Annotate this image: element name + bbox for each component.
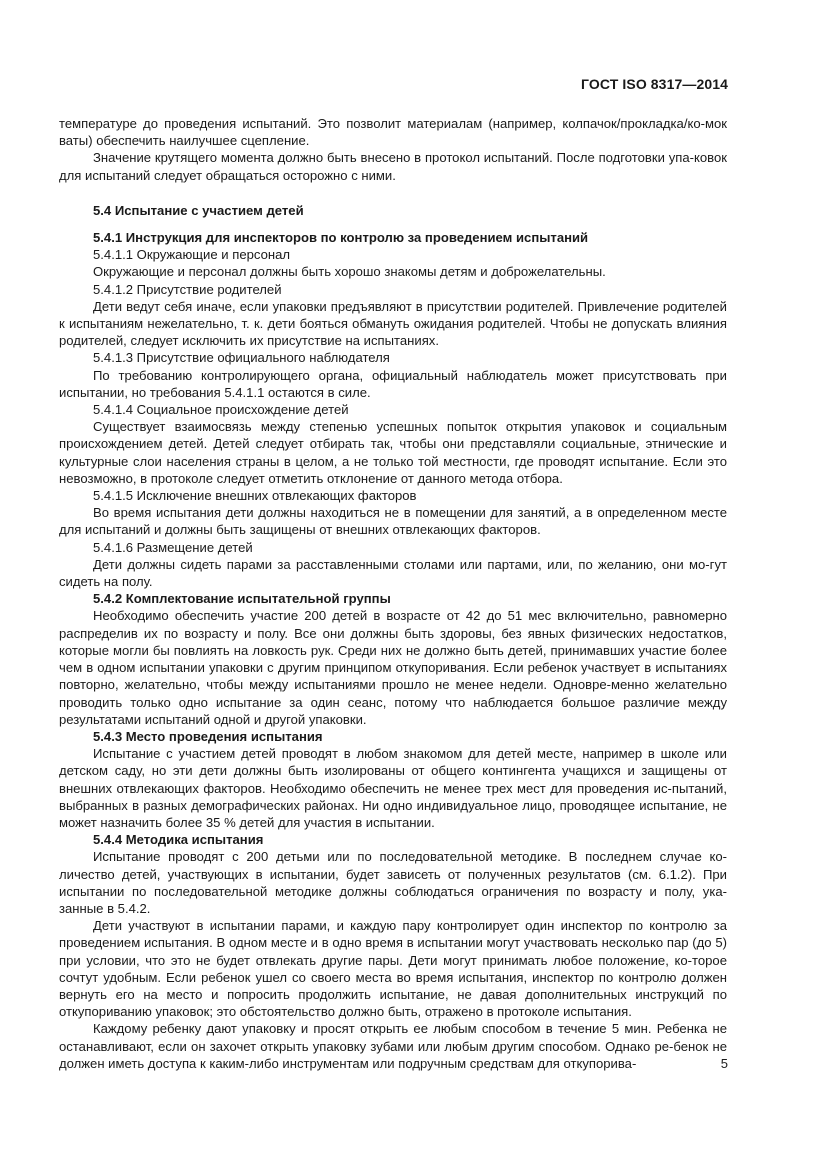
paragraph: Значение крутящего момента должно быть внесено в протокол испытаний. После подготовки упа-ковок для испытаний следует обращаться осторожно с ними.: [59, 150, 727, 183]
document-header: ГОСТ ISO 8317—2014: [581, 76, 728, 92]
paragraph: Дети должны сидеть парами за расставленными столами или партами, или, по желанию, они мо-гут сидеть на полу.: [59, 556, 727, 590]
paragraph: Во время испытания дети должны находиться не в помещении для занятий, а в определенном месте для испытаний и должны быть защищены от внешних отвлекающих факторов.: [59, 505, 727, 538]
paragraph: Каждому ребенку дают упаковку и просят открыть ее любым способом в течение 5 мин. Ребенка не останавливают, если он захочет открыть упаковку зубами или любым другим способом. Однако ре-бенок не должен иметь доступа к каким-либо инструментам или подручным средствам для откупорива-: [59, 1021, 727, 1071]
paragraph: Дети участвуют в испытании парами, и каждую пару контролирует один инспектор по контролю за проведением испытания. В одном месте и в одно время в испытании могут участвовать несколько пар (до 5) при условии, что это не будет отвлекать другие пары. Дети могут принимать любое положение, ко-торое сочтут удобным. Если ребенок ушел со своего места во время испытания, инспектор по контролю должен вернуть его на место и попросить продолжить испытание, не давая дополнительных инструкций по откупориванию упаковок; это обстоятельство должно быть, отражено в протоколе испытания.: [59, 918, 727, 1020]
section-heading: 5.4.3 Место проведения испытания: [93, 728, 323, 744]
paragraph: температуре до проведения испытаний. Это позволит материалам (например, колпачок/прокладка/ко-мок ваты) обеспечить наилучшее сцепление.: [59, 116, 727, 149]
document-body: [59, 115, 727, 1072]
paragraph: Дети ведут себя иначе, если упаковки предъявляют в присутствии родителей. Привлечение родителей к испытаниям нежелательно, т. к. дети бояться обмануть ожидания родителей. Чтобы не допускать влияния родителей, следует исключить их присутствие на испытаниях.: [59, 298, 727, 349]
paragraph: Испытание проводят с 200 детьми или по последовательной методике. В последнем случае ко-личество детей, участвующих в испытании, будет зависеть от полученных результатов (см. 6.1.2). При испытании по последовательной методике должны соблюдаться ограничения по возрасту и полу, ука-занные в 5.4.2.: [59, 849, 727, 916]
section-heading: 5.4.2 Комплектование испытательной группы: [93, 591, 391, 607]
paragraph: Необходимо обеспечить участие 200 детей в возрасте от 42 до 51 мес включительно, равномерно распределив их по возрасту и полу. Все они должны быть здоровы, без явных физических недостатков, которые могли бы повлиять на ловкость рук. Среди них не должно быть детей, принимавших участие более чем в одном испытании упаковки с другим принципом откупоривания. Если ребенок участвует в испытаниях повторно, желательно, чтобы между испытаниями прошло не менее недели. Одновре-менно желательно проводить только одно испытание за один сеанс, потому что наблюдается большое различие между результатами испытаний одной и другой упаковки.: [59, 608, 727, 727]
paragraph: Существует взаимосвязь между степенью успешных попыток открытия упаковок и социальным происхождением детей. Детей следует отбирать так, чтобы они представляли социальные, этнические и культурные слои населения страны в целом, а не только той местности, где проводят испытание. Если это невозможно, в протоколе следует отметить отклонение от данного метода отбора.: [59, 419, 727, 486]
subsection-heading: 5.4.1.6 Размещение детей: [93, 539, 253, 555]
paragraph: Окружающие и персонал должны быть хорошо знакомы детям и доброжелательны.: [93, 264, 606, 280]
subsection-heading: 5.4.1.1 Окружающие и персонал: [93, 247, 291, 263]
subsection-heading: 5.4.1.2 Присутствие родителей: [93, 281, 282, 297]
section-heading: 5.4.4 Методика испытания: [93, 832, 264, 848]
paragraph: Испытание с участием детей проводят в любом знакомом для детей месте, например в школе или детском саду, но эти дети должны быть изолированы от общего контингента учащихся и защищены от внешних отвлекающих факторов. Необходимо обеспечить не менее трех мест для проведения ис-пытаний, выбранных в разных демографических районах. Ни одно индивидуальное лицо, проводящее испытание, не может назначить более 35 % детей для участия в испытании.: [59, 746, 727, 830]
section-heading: 5.4 Испытание с участием детей: [93, 202, 304, 218]
subsection-heading: 5.4.1.3 Присутствие официального наблюдателя: [93, 350, 390, 366]
section-heading: 5.4.1 Инструкция для инспекторов по контролю за проведением испытаний: [93, 230, 589, 246]
page-number: 5: [720, 1056, 728, 1071]
subsection-heading: 5.4.1.4 Социальное происхождение детей: [93, 402, 349, 418]
subsection-heading: 5.4.1.5 Исключение внешних отвлекающих факторов: [93, 488, 417, 504]
paragraph: По требованию контролирующего органа, официальный наблюдатель может присутствовать при испытании, но требования 5.4.1.1 остаются в силе.: [59, 367, 727, 400]
